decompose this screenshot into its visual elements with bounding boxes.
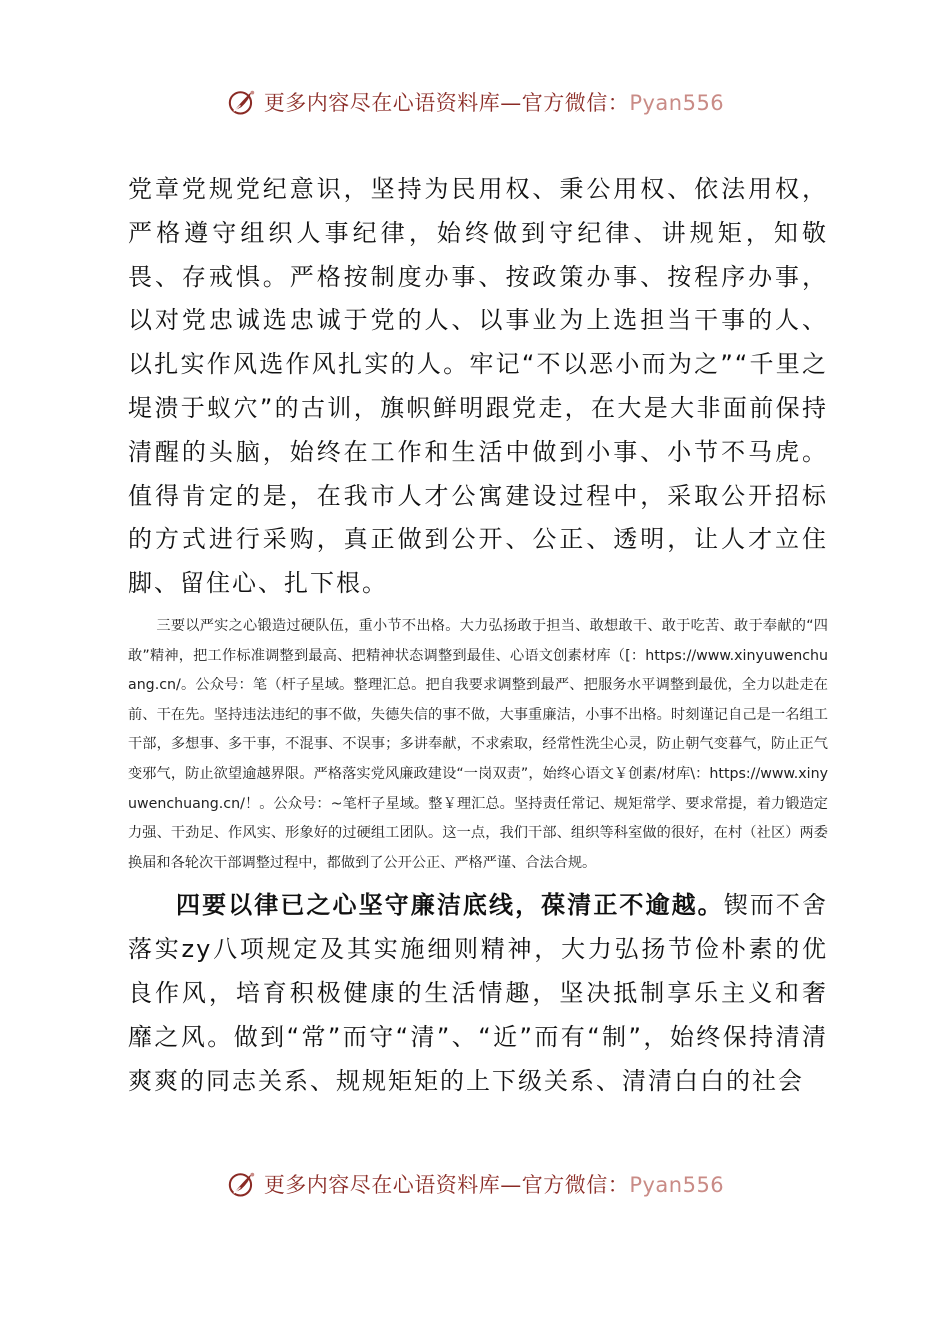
paragraph-3: [128, 884, 828, 1103]
footer-banner-label: 更多内容尽在心语资料库—官方微信：: [263, 1173, 630, 1197]
header-banner-text: [264, 87, 724, 117]
header-banner: [0, 80, 950, 124]
paragraph-1: 党章党规党纪意识，坚持为民用权、秉公用权、依法用权，严格遵守组织人事纪律，始终做到守纪律、讲规矩，知敬畏、存戒惧。严格按制度办事、按政策办事、按程序办事，以对党忠诚选忠诚于党的人、以事业为上选担当干事的人、以扎实作风选作风扎实的人。牢记“不以恶小而为之”“千里之堤溃于蚁穴”的古训，旗帜鲜明跟党走，在大是大非面前保持清醒的头脑，始终在工作和生活中做到小事、小节不马虎。值得肯定的是，在我市人才公寓建设过程中，采取公开招标的方式进行采购，真正做到公开、公正、透明，让人才立住脚、留住心、扎下根。: [128, 175, 828, 598]
paragraph-3-lead: 四要以律已之心坚守廉洁底线，葆清正不逾越。: [176, 891, 724, 920]
paragraph-2: 三要以严实之心锻造过硬队伍，重小节不出格。大力弘扬敢于担当、敢想敢干、敢于吃苦、敢于奉献的“四敢”精神，把工作标准调整到最高、把精神状态调整到最佳、心语文创素材库（[：https://www.xinyuwenchuang.cn/。公众号：笔（杆子星域。整理汇总。把自我要求调整到最严、把服务水平调整到最优，全力以赴走在前、干在先。坚持违法违纪的事不做，失德失信的事不做，大事重廉洁，小事不出格。时刻谨记自己是一名组工干部，多想事、多干事，不混事、不误事；多讲奉献，不求索取，经常性洗尘心灵，防止朝气变暮气，防止正气变邪气，防止欲望逾越界限。严格落实党风廉政建设“一岗双责”，始终心语文￥创素/材库\：https://www.xinyuwenchuang.cn/！。公众号：~笔杆子星域。整￥理汇总。坚持责任常记、规矩常学、要求常提，着力锻造定力强、干劲足、作风实、形象好的过硬组工团队。这一点，我们干部、组织等科室做的很好，在村（社区）两委换届和各轮次干部调整过程中，都做到了公开公正、严格严谨、合法合规。: [128, 617, 828, 871]
quill-pen-logo-icon: [226, 1167, 260, 1201]
quill-pen-logo-icon: [226, 85, 260, 119]
paragraph-3-rest: 锲而不舍落实zy八项规定及其实施细则精神，大力弘扬节俭朴素的优良作风，培育积极健康的生活情趣，坚决抵制享乐主义和奢靡之风。做到“常”而守“清”、“近”而有“制”，始终保持清清爽爽的同志关系、规规矩矩的上下级关系、清清白白的社会: [128, 891, 828, 1095]
footer-banner: [0, 1162, 950, 1206]
header-banner-wechat-id: Pyan556: [629, 91, 725, 115]
footer-banner-wechat-id: Pyan556: [629, 1173, 725, 1197]
footer-banner-text: [264, 1169, 724, 1199]
header-banner-label: 更多内容尽在心语资料库—官方微信：: [263, 91, 630, 115]
document-body: [128, 168, 828, 1103]
